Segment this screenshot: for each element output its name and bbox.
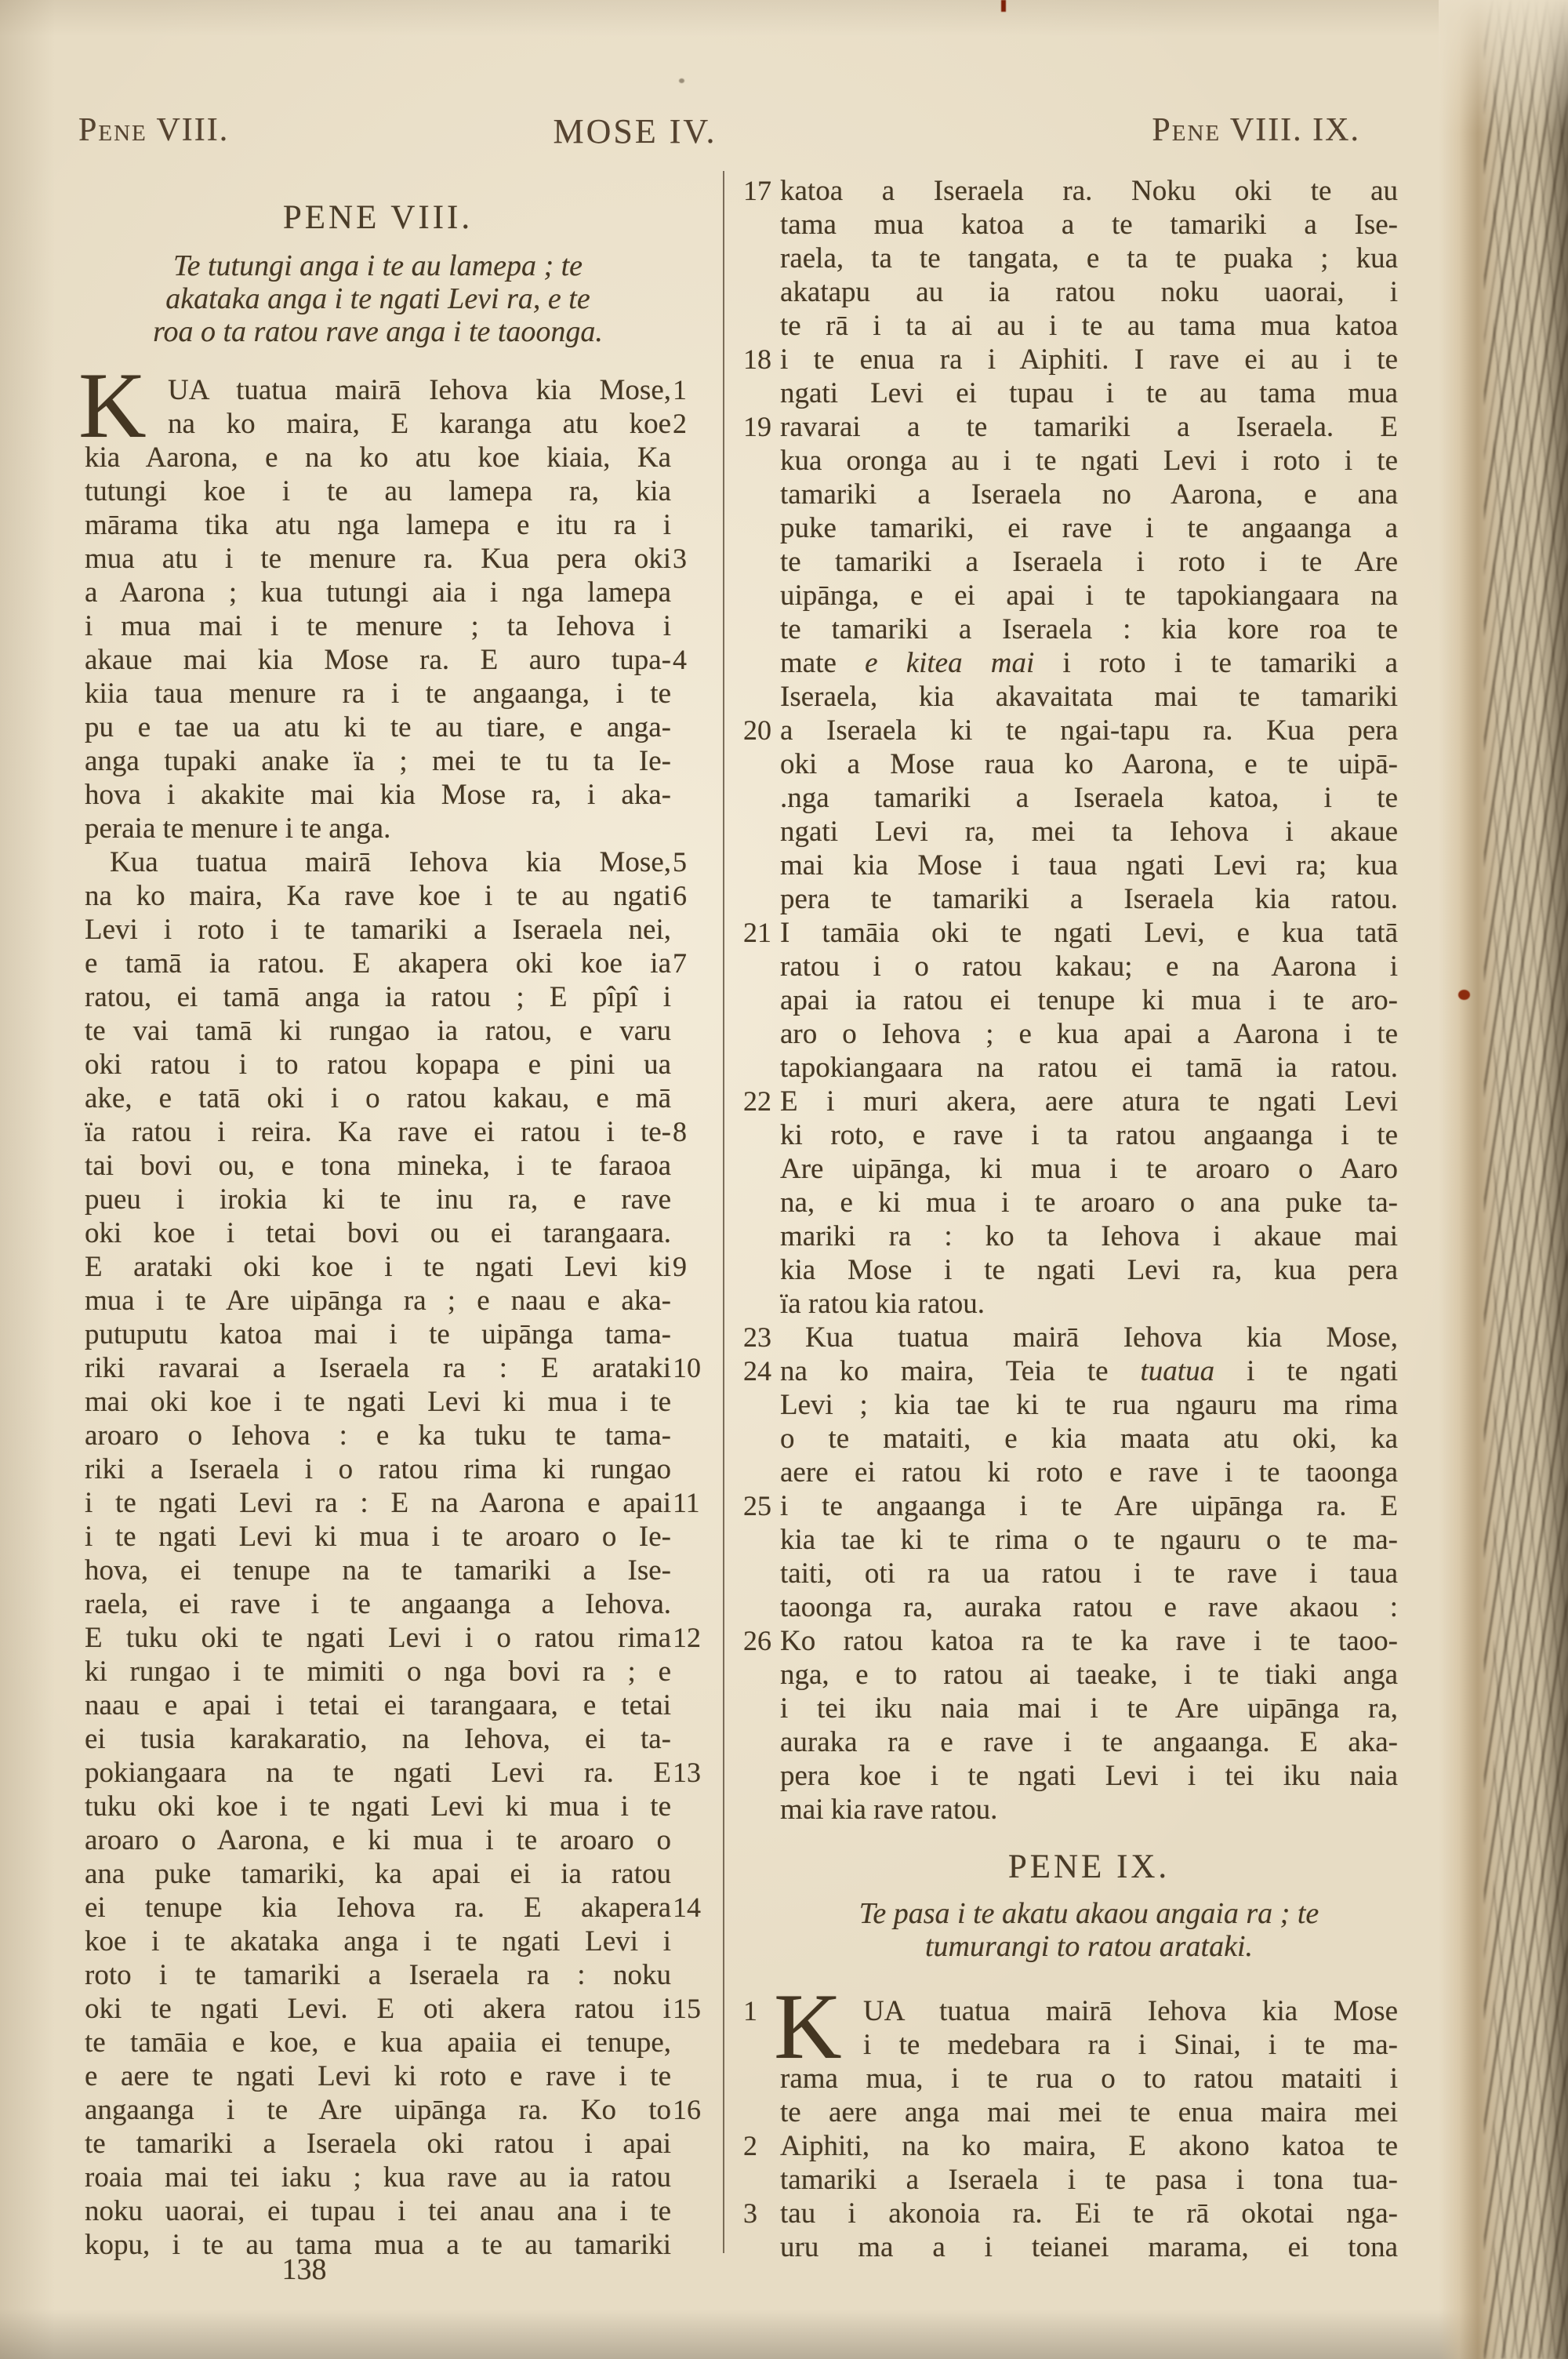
line-text: o te mataiti, e kia maata atu oki, ka: [780, 1423, 1398, 1455]
text-line: [85, 1486, 700, 1520]
text-line: [780, 545, 1398, 579]
line-text: taoonga ra, auraka ratou e rave akaou :: [780, 1591, 1398, 1623]
verse-number: 2: [743, 2130, 757, 2161]
text-line: [780, 1219, 1398, 1253]
text-line: [780, 2028, 1398, 2062]
right-column: [743, 174, 1399, 2264]
text-line: [85, 576, 671, 609]
drop-cap: K: [78, 353, 147, 457]
text-line: [85, 1925, 671, 1958]
verse-number: 17: [743, 175, 771, 206]
summary-line: Te pasa i te akatu akaou angaia ra ; te: [858, 1897, 1319, 1930]
text-line: [85, 643, 687, 677]
verse-number: 1: [673, 374, 687, 405]
text-line: [85, 508, 671, 542]
line-text: oki te ngati Levi. E oti akera ratou i: [85, 1993, 671, 2025]
text-line: [85, 845, 687, 879]
line-text: mai kia rave ratou.: [780, 1794, 998, 1826]
text-line: [85, 1419, 671, 1452]
text-line: [85, 407, 687, 441]
line-text: i tei iku naia mai i te Are uipānga ra,: [780, 1692, 1398, 1725]
paper-speck: [679, 78, 684, 83]
line-text: Levi i roto i te tamariki a Iseraela nei,: [85, 914, 671, 946]
line-text: I tamāia oki te ngati Levi, e kua tatā: [780, 917, 1398, 949]
text-line: [780, 815, 1398, 849]
text-line: [85, 812, 671, 845]
line-text: akatapu au ia ratou noku uaorai, i: [780, 276, 1398, 308]
verse-number: 21: [743, 917, 771, 948]
line-text: nga, e to ratou ai taeake, i te tiaki anga: [780, 1659, 1398, 1691]
text-line: [780, 1658, 1398, 1692]
line-text: taiti, oti ra ua ratou i te rave i taua: [780, 1558, 1398, 1590]
line-text: anga tupaki anake ïa ; mei te tu ta Ie-: [85, 745, 671, 777]
verse-number: 4: [673, 644, 687, 675]
verse-number: 10: [673, 1352, 701, 1383]
text-line: [85, 1958, 671, 1992]
text-line: [85, 1318, 671, 1351]
line-text: ake, e tatā oki i o ratou kakau, e mā: [85, 1082, 671, 1114]
text-line: [85, 1183, 671, 1216]
line-text: ki rungao i te mimiti o nga bovi ra ; e: [85, 1656, 671, 1688]
right-column-body-pene-ix: [743, 1974, 1398, 2264]
line-text: uru ma a i teianei marama, ei tona: [780, 2231, 1398, 2263]
line-text: tau i akonoia ra. Ei te rā okotai nga-: [780, 2197, 1398, 2230]
line-text: riki ravarai a Iseraela ra : E arataki: [85, 1352, 671, 1384]
line-text: raela, ta te tangata, e ta te puaka ; kua: [780, 242, 1398, 274]
verse-number: 22: [743, 1085, 771, 1117]
verse-number: 6: [673, 880, 687, 911]
line-text: i te ngati Levi ki mua i te aroaro o Ie-: [85, 1521, 671, 1553]
line-text: ïa ratou kia ratou.: [780, 1288, 985, 1320]
text-line: [85, 1452, 671, 1486]
text-line: [85, 1587, 671, 1621]
line-text: na ko maira, Teia te tuatua i te ngati: [780, 1355, 1399, 1387]
line-text: auraka ra e rave i te angaanga. E aka-: [780, 1726, 1398, 1758]
line-text: mua atu i te menure ra. Kua pera oki: [85, 543, 671, 575]
line-text: i te angaanga i te Are uipānga ra. E: [780, 1490, 1398, 1522]
text-line: [780, 1456, 1398, 1489]
text-line: [780, 376, 1398, 410]
text-line: [85, 1081, 671, 1115]
text-line: [85, 1149, 671, 1183]
line-text: ratou i o ratou kakau; e na Aarona i: [780, 951, 1398, 983]
text-line: [85, 542, 687, 576]
line-text: akaue mai kia Mose ra. E auro tupa-: [85, 644, 671, 676]
text-line: [85, 1216, 671, 1250]
verse-number: 11: [673, 1487, 700, 1518]
line-text: koe i te akataka anga i te ngati Levi i: [85, 1925, 671, 1957]
line-text: hova, ei tenupe na te tamariki a Ise-: [85, 1554, 671, 1587]
verse-number: 25: [743, 1490, 771, 1521]
text-line: [780, 950, 1398, 983]
line-text: ei tusia karakaratio, na Iehova, ei ta-: [85, 1723, 671, 1755]
text-line: [85, 2161, 671, 2194]
text-line: [780, 242, 1398, 275]
text-line: [85, 474, 671, 508]
line-text: i te ngati Levi ra : E na Aarona e apai: [85, 1487, 671, 1519]
line-text: kopu, i te au tama mua a te au tamariki: [85, 2229, 671, 2261]
line-text: Kua tuatua mairā Iehova kia Mose,: [110, 846, 671, 878]
line-text: tamariki a Iseraela no Aarona, e ana: [780, 478, 1398, 511]
column-divider-rule: [723, 171, 724, 2253]
text-line: [780, 309, 1398, 343]
chapter-summary-pene-viii: [85, 249, 671, 348]
verse-number: 8: [673, 1116, 687, 1147]
chapter-summary-pene-ix: [780, 1897, 1398, 1963]
line-text: i te medebara ra i Sinai, i te ma-: [863, 2029, 1398, 2061]
verse-number: 1: [743, 1995, 757, 2026]
text-line: [780, 680, 1398, 714]
text-line: [85, 1014, 671, 1048]
line-text: ratou, ei tamā anga ia ratou ; E pîpî i: [85, 981, 671, 1013]
line-text: tai bovi ou, e tona mineka, i te faraoa: [85, 1150, 671, 1182]
verse-number: 3: [743, 2197, 757, 2229]
line-text: Kua tuatua mairā Iehova kia Mose,: [805, 1321, 1398, 1354]
line-text: i te enua ra i Aiphiti. I rave ei au i te: [780, 343, 1398, 376]
left-column: [78, 198, 701, 2262]
text-line: [743, 1085, 1398, 1118]
line-text: tamariki a Iseraela i te pasa i tona tua-: [780, 2164, 1398, 2196]
text-line: [780, 1186, 1398, 1219]
page-edge-shadow: [1540, 0, 1568, 2359]
line-text: te tamariki a Iseraela : kia kore roa te: [780, 613, 1398, 645]
text-line: [780, 1118, 1398, 1152]
text-line: [743, 410, 1398, 444]
line-text: kia Mose i te ngati Levi ra, kua pera: [780, 1254, 1398, 1286]
text-line: [780, 1253, 1398, 1287]
text-line: [780, 208, 1398, 242]
text-line: [85, 441, 671, 474]
text-line: [780, 882, 1398, 916]
text-line: [743, 343, 1398, 376]
text-line: [85, 1554, 671, 1587]
line-text: naau e apai i tetai ei tarangaara, e tetai: [85, 1689, 671, 1721]
text-line: [743, 174, 1398, 208]
text-line: [780, 646, 1398, 680]
line-text: te vai tamā ki rungao ia ratou, e varu: [85, 1015, 671, 1047]
text-line: [85, 879, 687, 913]
line-text: kia tae ki te rima o te ngauru o te ma-: [780, 1524, 1398, 1556]
text-line: [780, 2095, 1398, 2129]
line-text: ana puke tamariki, ka apai ei ia ratou: [85, 1858, 671, 1890]
summary-line: Te tutungi anga i te au lamepa ; te: [172, 249, 583, 282]
line-text: mate e kitea mai i roto i te tamariki a: [780, 647, 1398, 679]
page-number: 138: [281, 2253, 327, 2286]
text-line: [85, 913, 671, 947]
line-text: uipānga, e ei apai i te tapokiangaara na: [780, 580, 1398, 612]
text-line: [780, 1759, 1398, 1793]
line-text: ki roto, e rave i ta ratou angaanga i te: [780, 1119, 1398, 1151]
verse-number: 9: [673, 1251, 687, 1282]
text-line: [780, 983, 1398, 1017]
text-line: [85, 778, 671, 812]
line-text: raela, ei rave i te angaanga a Iehova.: [85, 1588, 671, 1620]
text-line: [780, 2163, 1398, 2197]
line-text: ngati Levi ei tupau i te au tama mua: [780, 377, 1398, 409]
red-ink-mark-top: [1001, 0, 1006, 12]
verse-number: 14: [673, 1892, 701, 1923]
line-text: Ko ratou katoa ra te ka rave i te taoo-: [780, 1625, 1398, 1657]
drop-cap: K: [774, 1974, 842, 2078]
text-line: [780, 1725, 1398, 1759]
line-text: kua oronga au i te ngati Levi i roto i te: [780, 445, 1398, 477]
text-line: [743, 714, 1398, 747]
line-text: UA tuatua mairā Iehova kia Mose,: [168, 374, 671, 406]
text-line: [85, 1722, 671, 1756]
right-column-body-pene-viii: [743, 174, 1399, 1826]
line-text: angaanga i te Are uipānga ra. Ko to: [85, 2094, 671, 2126]
verse-number: 23: [743, 1321, 771, 1353]
line-text: oki a Mose raua ko Aarona, e te uipā-: [780, 748, 1398, 780]
text-line: [85, 1655, 671, 1688]
line-text: tuku oki koe i te ngati Levi ki mua i te: [85, 1790, 671, 1823]
line-text: pokiangaara na te ngati Levi ra. E: [85, 1757, 671, 1789]
chapter-heading-pene-ix: PENE IX.: [1007, 1848, 1171, 1885]
line-text: pera koe i te ngati Levi i tei iku naia: [780, 1760, 1398, 1792]
line-text: E i muri akera, aere atura te ngati Levi: [780, 1085, 1398, 1118]
line-text: pera te tamariki a Iseraela kia ratou.: [780, 883, 1398, 915]
line-text: Levi ; kia tae ki te rua ngauru ma rima: [780, 1389, 1398, 1421]
text-line: [85, 2026, 671, 2059]
verse-number: 18: [743, 343, 771, 375]
line-text: e aere te ngati Levi ki roto e rave i te: [85, 2060, 671, 2092]
running-head-left: Pene VIII.: [78, 112, 230, 148]
text-line: [780, 612, 1398, 646]
line-text: mai kia Mose i taua ngati Levi ra; kua: [780, 849, 1398, 881]
line-text: putuputu katoa mai i te uipānga tama-: [85, 1318, 671, 1350]
verse-number: 24: [743, 1355, 771, 1387]
text-line: [780, 849, 1398, 882]
text-line: [85, 1823, 671, 1857]
summary-line: akataka anga i te ngati Levi ra, e te: [165, 282, 590, 315]
left-column-body: [78, 353, 701, 2262]
text-line: [743, 916, 1398, 950]
text-line: [780, 275, 1398, 309]
line-text: E arataki oki koe i te ngati Levi ki: [85, 1251, 671, 1283]
text-line: [85, 1048, 671, 1081]
book-fore-edge: [1439, 0, 1568, 2359]
line-text: mariki ra : ko ta Iehova i akaue mai: [780, 1220, 1398, 1252]
summary-line: roa o ta ratou rave anga i te taoonga.: [153, 315, 603, 348]
line-text: te tamāia e koe, e kua apaiia ei tenupe,: [85, 2026, 671, 2059]
verse-number: 5: [673, 846, 687, 878]
text-line: [743, 2129, 1398, 2163]
text-line: [85, 947, 687, 980]
line-text: Iseraela, kia akavaitata mai te tamariki: [780, 681, 1398, 713]
line-text: aroaro o Iehova : e ka tuku te tama-: [85, 1419, 671, 1452]
text-line: [85, 1250, 687, 1284]
text-line: [780, 747, 1398, 781]
line-text: kiia taua menure ra i te angaanga, i te: [85, 678, 671, 710]
verse-number: 13: [673, 1757, 701, 1788]
verse-number: 26: [743, 1625, 771, 1656]
text-line: [780, 1051, 1398, 1085]
text-line: [743, 1354, 1399, 1388]
text-line: [743, 1489, 1398, 1523]
text-line: [780, 781, 1398, 815]
text-line: [85, 1385, 671, 1419]
line-text: tama mua katoa a te tamariki a Ise-: [780, 209, 1398, 241]
text-line: [85, 677, 671, 711]
text-line: [85, 1284, 671, 1318]
text-line: [85, 1891, 701, 1925]
text-line: [85, 744, 671, 778]
text-line: [85, 1115, 687, 1149]
text-line: [780, 478, 1398, 511]
line-text: roto i te tamariki a Iseraela ra : noku: [85, 1959, 671, 1991]
line-text: tutungi koe i te au lamepa ra, kia: [85, 475, 671, 507]
line-text: na ko maira, Ka rave koe i te au ngati: [85, 880, 671, 912]
text-line: [780, 1590, 1398, 1624]
running-head-title: MOSE IV.: [553, 112, 717, 151]
text-line: [780, 1793, 1398, 1826]
line-text: ravarai a te tamariki a Iseraela. E: [780, 411, 1398, 443]
line-text: i mua mai i te menure ; ta Iehova i: [85, 610, 671, 642]
text-line: [780, 579, 1398, 612]
line-text: katoa a Iseraela ra. Noku oki te au: [780, 175, 1398, 207]
line-text: aroaro o Aarona, e ki mua i te aroaro o: [85, 1824, 671, 1856]
line-text: Aiphiti, na ko maira, E akono katoa te: [780, 2130, 1398, 2162]
top-right-corner-highlight: [1439, 0, 1568, 133]
text-line: [85, 711, 671, 744]
line-text: pueu i irokia ki te inu ra, e rave: [85, 1183, 671, 1216]
text-line: [85, 980, 671, 1014]
line-text: Are uipānga, ki mua i te aroaro o Aaro: [780, 1153, 1398, 1185]
text-line: [780, 1017, 1398, 1051]
text-line: [780, 1152, 1398, 1186]
text-line: [780, 1692, 1398, 1725]
text-line: [85, 2127, 671, 2161]
line-text: a Iseraela ki te ngai-tapu ra. Kua pera: [780, 714, 1398, 747]
chapter-heading-pene-viii: PENE VIII.: [282, 199, 474, 236]
text-line: [85, 2093, 701, 2127]
line-text: e tamā ia ratou. E akapera oki koe ia: [85, 947, 671, 980]
running-head-right: Pene VIII. IX.: [1152, 112, 1360, 148]
verse-number: 20: [743, 714, 771, 746]
line-text: tapokiangaara na ratou ei tamā ia ratou.: [780, 1052, 1398, 1084]
line-text: roaia mai tei iaku ; kua rave au ia ratou: [85, 2161, 671, 2194]
text-line: [780, 1388, 1398, 1422]
verse-number: 12: [673, 1622, 701, 1653]
verse-number: 15: [673, 1993, 701, 2024]
text-line: [780, 2230, 1398, 2264]
text-line: [85, 1688, 671, 1722]
verse-number: 16: [673, 2094, 701, 2125]
line-text: noku uaorai, ei tupau i tei anau ana i te: [85, 2195, 671, 2227]
line-text: na ko maira, E karanga atu koe: [168, 408, 671, 440]
line-text: rama mua, i te rua o to ratou mataiti i: [780, 2063, 1398, 2095]
line-text: ïa ratou i reira. Ka rave ei ratou i te-: [85, 1116, 671, 1148]
line-text: apai ia ratou ei tenupe ki mua i te aro-: [780, 984, 1398, 1016]
text-line: [85, 1790, 671, 1823]
text-line: [85, 1621, 701, 1655]
text-line: [743, 1321, 1398, 1354]
line-text: puke tamariki, ei rave i te angaanga a: [780, 512, 1398, 544]
red-ink-spot: [1458, 990, 1470, 1000]
line-text: oki koe i tetai bovi ou ei tarangaara.: [85, 1217, 671, 1249]
line-text: UA tuatua mairā Iehova kia Mose: [863, 1995, 1398, 2027]
text-line: [743, 1624, 1398, 1658]
line-text: mua i te Are uipānga ra ; e naau e aka-: [85, 1285, 671, 1317]
line-text: te aere anga mai mei te enua maira mei: [780, 2096, 1398, 2128]
line-text: peraia te menure i te anga.: [85, 812, 391, 845]
line-text: na, e ki mua i te aroaro o ana puke ta-: [780, 1187, 1398, 1219]
text-line: [780, 1422, 1398, 1456]
text-line: [780, 511, 1398, 545]
text-line: [85, 2194, 671, 2228]
line-text: mai oki koe i te ngati Levi ki mua i te: [85, 1386, 671, 1418]
verse-number: 2: [673, 408, 687, 439]
line-text: riki a Iseraela i o ratou rima ki rungao: [85, 1453, 671, 1485]
line-text: pu e tae ua atu ki te au tiare, e anga-: [85, 711, 671, 743]
text-line: [780, 1557, 1398, 1590]
line-text: kia Aarona, e na ko atu koe kiaia, Ka: [85, 442, 671, 474]
line-text: te rā i ta ai au i te au tama mua katoa: [780, 310, 1398, 342]
line-text: hova i akakite mai kia Mose ra, i aka-: [85, 779, 671, 811]
text-line: [780, 2062, 1398, 2095]
text-line: [85, 2059, 671, 2093]
verse-number: 3: [673, 543, 687, 574]
line-text: a Aarona ; kua tutungi aia i nga lamepa: [85, 576, 671, 609]
line-text: te tamariki a Iseraela i roto i te Are: [780, 546, 1398, 578]
verse-number: 19: [743, 411, 771, 442]
line-text: oki ratou i to ratou kopapa e pini ua: [85, 1049, 671, 1081]
line-text: E tuku oki te ngati Levi i o ratou rima: [85, 1622, 671, 1654]
text-line: [780, 1523, 1398, 1557]
text-line: [85, 1520, 671, 1554]
summary-line: tumurangi to ratou arataki.: [924, 1930, 1254, 1963]
verse-number: 7: [673, 947, 687, 979]
text-line: [85, 1992, 701, 2026]
text-line: [85, 1857, 671, 1891]
text-line: [85, 2228, 671, 2262]
line-text: mārama tika atu nga lamepa e itu ra i: [85, 509, 671, 541]
text-line: [743, 2197, 1398, 2230]
text-line: [780, 1287, 1398, 1321]
text-line: [85, 609, 671, 643]
line-text: te tamariki a Iseraela oki ratou i apai: [85, 2128, 671, 2160]
line-text: ngati Levi ra, mei ta Iehova i akaue: [780, 816, 1398, 848]
line-text: ei tenupe kia Iehova ra. E akapera: [85, 1892, 671, 1924]
line-text: .nga tamariki a Iseraela katoa, i te: [780, 782, 1398, 814]
line-text: aere ei ratou ki roto e rave i te taoonga: [780, 1456, 1398, 1488]
text-line: [85, 1756, 701, 1790]
line-text: aro o Iehova ; e kua apai a Aarona i te: [780, 1018, 1398, 1050]
text-line: [85, 1351, 701, 1385]
text-line: [780, 444, 1398, 478]
